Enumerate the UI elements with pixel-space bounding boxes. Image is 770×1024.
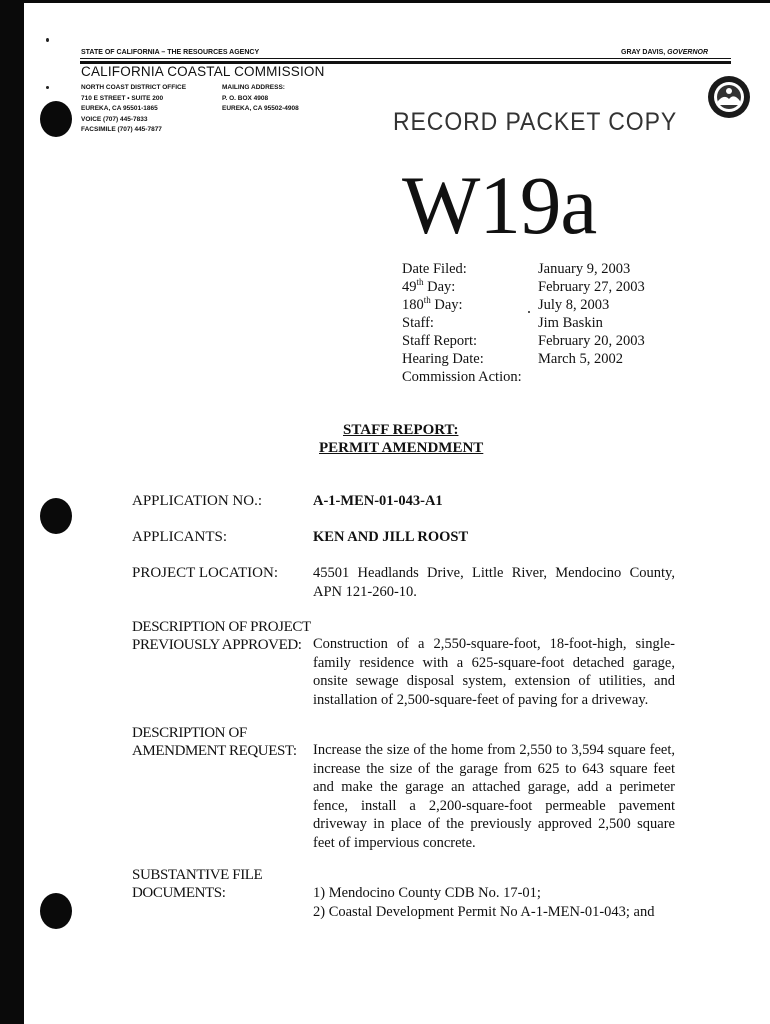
project-location-label: PROJECT LOCATION: — [132, 565, 278, 581]
record-packet-stamp: RECORD PACKET COPY — [393, 108, 678, 136]
agency-line: STATE OF CALIFORNIA – THE RESOURCES AGENCY — [81, 49, 260, 56]
commission-name: CALIFORNIA COASTAL COMMISSION — [81, 64, 325, 79]
state-seal-icon — [706, 74, 752, 120]
file-documents-label: SUBSTANTIVE FILE DOCUMENTS: — [132, 867, 263, 901]
date-row: Date Filed: January 9, 2003 — [402, 261, 631, 277]
scan-speck — [46, 38, 49, 42]
mailing-address: MAILING ADDRESS: P. O. BOX 4908 EUREKA, CA 95502-4908 — [222, 84, 299, 112]
letterhead-rule — [80, 58, 731, 59]
list-item: 1) Mendocino County CDB No. 17-01; — [313, 885, 541, 901]
date-row: Hearing Date: March 5, 2002 — [402, 351, 623, 367]
applicants-value: KEN AND JILL ROOST — [313, 529, 469, 545]
punch-hole — [40, 893, 72, 929]
amendment-request-label: DESCRIPTION OF AMENDMENT REQUEST: — [132, 725, 297, 759]
project-location-value: 45501 Headlands Drive, Little River, Mendocino County, APN 121-260-10. — [313, 565, 675, 600]
application-no-label: APPLICATION NO.: — [132, 493, 263, 509]
filing-dates — [402, 260, 645, 386]
scan-edge-left — [0, 0, 24, 1024]
date-row: 49th Day: February 27, 2003 — [402, 277, 645, 295]
file-documents-list — [313, 884, 675, 921]
amendment-request-value: Increase the size of the home from 2,550 to 3,594 square feet, increase the size of the garage from 625 to 643 square feet and make the garage an attached garage, add a perimeter fence, install a 2,200-square-foot permeable pavement driveway in place of the previously approved 2,500 square feet of impervious concrete. — [313, 742, 675, 851]
date-row: 180th Day: July 8, 2003 — [402, 295, 610, 313]
date-row: Staff Report: February 20, 2003 — [402, 333, 645, 349]
governor: GRAY DAVIS, GOVERNOR — [621, 49, 709, 56]
date-row: Staff: Jim Baskin — [402, 315, 603, 331]
office-address: NORTH COAST DISTRICT OFFICE 710 E STREET • SUITE 200 EUREKA, CA 95501-1865 VOICE (707) 445-7833 FACSIMILE (707) 445-7877 — [81, 84, 187, 133]
scan-speck — [46, 86, 49, 89]
application-no-value: A-1-MEN-01-043-A1 — [313, 493, 443, 509]
punch-hole — [40, 101, 72, 137]
punch-hole — [40, 498, 72, 534]
scan-edge-top — [0, 0, 770, 3]
previously-approved-value: Construction of a 2,550-square-foot, 18-foot-high, single-family residence with a 625-square-foot detached garage, onsite sewage disposal system, extension of utilities, and installation of 2,500-square-feet of paving for a driveway. — [313, 636, 675, 708]
list-item: 2) Coastal Development Permit No A-1-MEN-01-043; and — [313, 903, 655, 920]
previously-approved-label: DESCRIPTION OF PROJECT PREVIOUSLY APPROVED: — [132, 619, 311, 653]
date-row: Commission Action: — [402, 369, 522, 385]
applicants-label: APPLICANTS: — [132, 529, 228, 545]
report-title: STAFF REPORT: PERMIT AMENDMENT — [319, 422, 484, 456]
agenda-item-number: W19a — [402, 159, 597, 251]
